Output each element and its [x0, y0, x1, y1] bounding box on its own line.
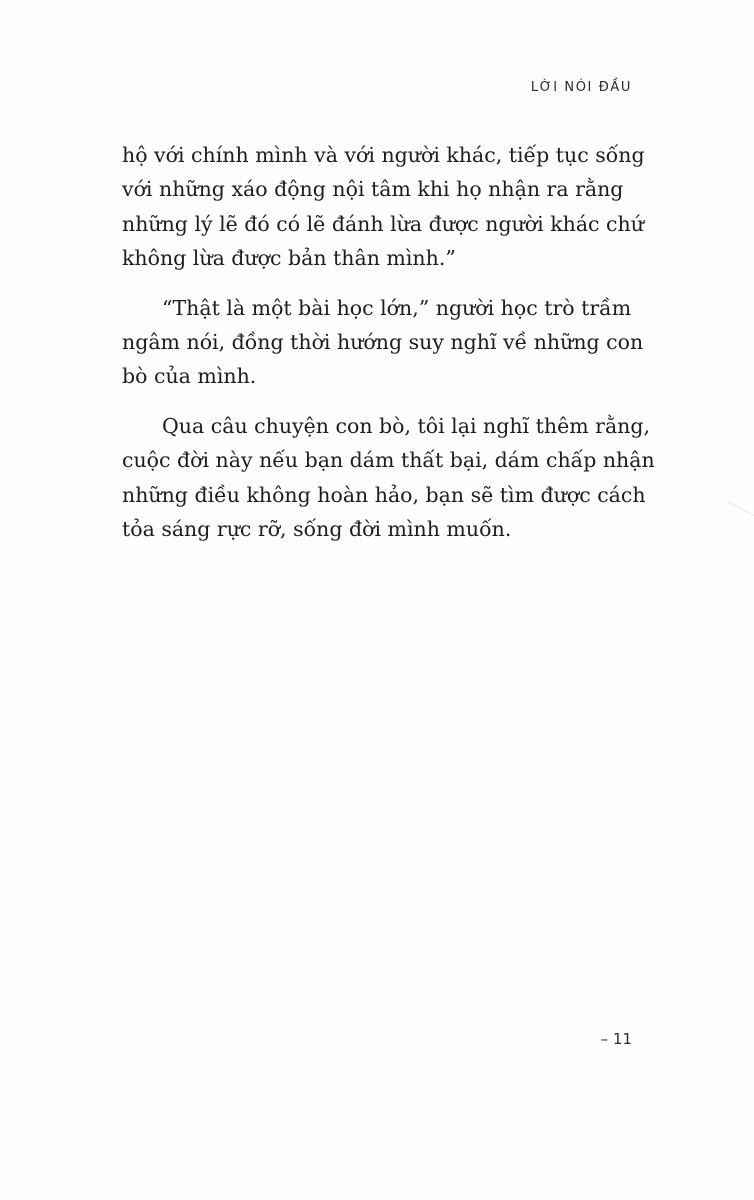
text-line: hộ với chính mình và với người khác, tiếp tục sống: [122, 143, 645, 167]
paper-margin-mark: [716, 501, 754, 537]
text-line: Qua câu chuyện con bò, tôi lại nghĩ thêm rằng,: [162, 413, 651, 438]
text-line: cuộc đời này nếu bạn dám thất bại, dám chấp nhận: [122, 448, 655, 473]
page-number: – 11: [600, 1030, 632, 1048]
paragraph: [122, 291, 642, 394]
text-line: bò của mình.: [122, 364, 257, 389]
text-line: tỏa sáng rực rỡ, sống đời mình muốn.: [122, 517, 512, 542]
text-line: không lừa được bản thân mình.”: [122, 246, 456, 271]
body-text: [122, 138, 655, 561]
text-line: “Thật là một bài học lớn,” người học trò trầm: [162, 295, 632, 320]
text-line: những điều không hoàn hảo, bạn sẽ tìm được cách: [122, 482, 646, 507]
paragraph: [122, 409, 655, 547]
text-line: với những xáo động nội tâm khi họ nhận ra rằng: [122, 177, 624, 202]
text-line: những lý lẽ đó có lẽ đánh lừa được người khác chứ: [122, 211, 644, 236]
running-header: LỜI NÓI ĐẦU: [530, 80, 632, 95]
paragraph: [122, 138, 645, 276]
text-line: ngâm nói, đồng thời hướng suy nghĩ về những con: [122, 330, 644, 355]
